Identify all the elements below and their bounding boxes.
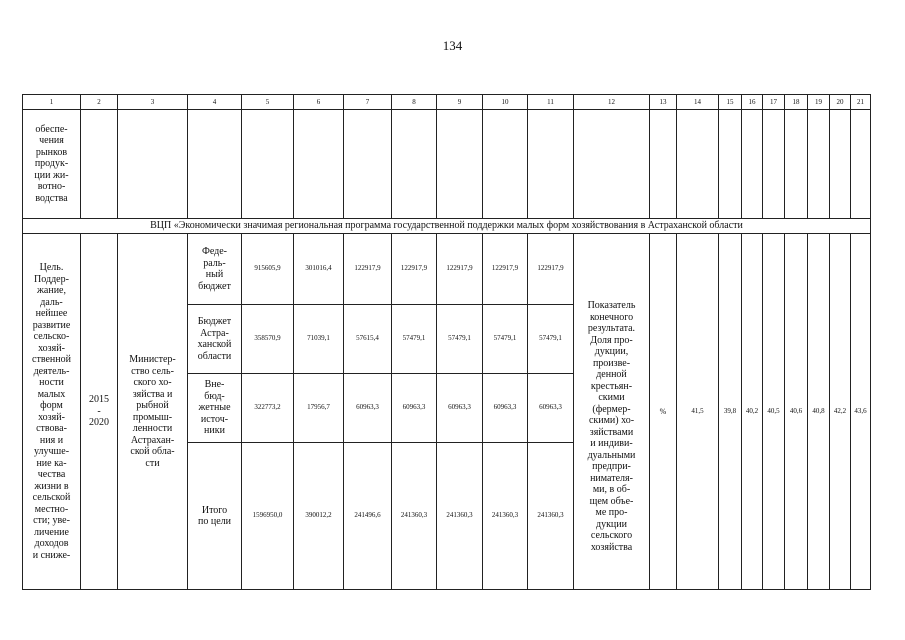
col-header: 1 [23, 95, 81, 110]
page-number: 134 [442, 38, 463, 53]
indicator-value: 40,2 [742, 234, 763, 590]
indicator-value: 39,8 [719, 234, 742, 590]
period: 2015 - 2020 [81, 234, 118, 590]
col-header: 7 [344, 95, 392, 110]
funding-value: 60963,3 [437, 374, 483, 443]
funding-value: 122917,9 [483, 234, 528, 305]
funding-value: 60963,3 [392, 374, 437, 443]
indicator-value: 42,2 [830, 234, 851, 590]
col-header: 18 [785, 95, 808, 110]
funding-value: 57479,1 [392, 305, 437, 374]
unit: % [650, 234, 677, 590]
col-header: 8 [392, 95, 437, 110]
funding-value: 358570,9 [242, 305, 294, 374]
col-header: 13 [650, 95, 677, 110]
col-header: 6 [294, 95, 344, 110]
funding-value: 60963,3 [483, 374, 528, 443]
col-header: 14 [677, 95, 719, 110]
funding-value: 60963,3 [344, 374, 392, 443]
col-header: 9 [437, 95, 483, 110]
funding-value: 241496,6 [344, 443, 392, 590]
program-title: ВЦП «Экономически значимая региональная программа государственной поддержки малых форм хозяйствования в Астраханской области [23, 219, 871, 234]
col-header: 4 [188, 95, 242, 110]
continuation-text: обеспе- чения рынков продук- ции жи- вотно- водства [23, 110, 81, 219]
col-header: 17 [763, 95, 785, 110]
col-header: 19 [808, 95, 830, 110]
funding-source: Бюджет Астра- ханской области [188, 305, 242, 374]
indicator-text: Показатель конечного результата. Доля про- дукции, произве- денной крестьян- скими (фермер- скими) хо- зяйствами и индиви- дуальными предпри- нимателя- ми, в об- щем объе- ме про- дукции сельского хозяйства [574, 234, 650, 590]
funding-value: 57615,4 [344, 305, 392, 374]
program-table [22, 94, 871, 590]
col-header: 11 [528, 95, 574, 110]
col-header: 21 [851, 95, 871, 110]
program-title-row [23, 219, 871, 234]
executor: Министер- ство сель- ского хо- зяйства и рыбной промыш- ленности Астрахан- ской обла- сти [118, 234, 188, 590]
funding-value: 122917,9 [344, 234, 392, 305]
funding-source: Итого по цели [188, 443, 242, 590]
funding-value: 57479,1 [437, 305, 483, 374]
funding-value: 390012,2 [294, 443, 344, 590]
funding-value: 915605,9 [242, 234, 294, 305]
indicator-value: 40,6 [785, 234, 808, 590]
funding-value: 17956,7 [294, 374, 344, 443]
funding-value: 301016,4 [294, 234, 344, 305]
funding-source: Вне- бюд- жетные источ- ники [188, 374, 242, 443]
col-header: 12 [574, 95, 650, 110]
funding-source: Феде- раль- ный бюджет [188, 234, 242, 305]
col-header: 16 [742, 95, 763, 110]
funding-value: 57479,1 [528, 305, 574, 374]
indicator-value: 40,8 [808, 234, 830, 590]
col-header: 10 [483, 95, 528, 110]
goal-text: Цель. Поддер- жание, даль- нейшее развитие сельско- хозяй- ственной деятель- ности малых форм хозяй- ствова- ния и улучше- ние ка- чества жизни в сельской местно- сти; уве- личение доходов и сниже- [23, 234, 81, 590]
col-header: 5 [242, 95, 294, 110]
col-header: 15 [719, 95, 742, 110]
header-row [23, 95, 871, 110]
col-header: 2 [81, 95, 118, 110]
funding-value: 122917,9 [437, 234, 483, 305]
indicator-value: 41,5 [677, 234, 719, 590]
funding-value: 241360,3 [392, 443, 437, 590]
indicator-value: 43,6 [851, 234, 871, 590]
funding-value: 241360,3 [437, 443, 483, 590]
funding-value: 1596950,0 [242, 443, 294, 590]
funding-value: 57479,1 [483, 305, 528, 374]
col-header: 3 [118, 95, 188, 110]
funding-value: 322773,2 [242, 374, 294, 443]
indicator-value: 40,5 [763, 234, 785, 590]
funding-value: 71039,1 [294, 305, 344, 374]
funding-value: 241360,3 [483, 443, 528, 590]
funding-value: 122917,9 [392, 234, 437, 305]
col-header: 20 [830, 95, 851, 110]
funding-value: 122917,9 [528, 234, 574, 305]
continuation-row [23, 110, 871, 219]
funding-row [23, 234, 871, 305]
funding-value: 241360,3 [528, 443, 574, 590]
funding-value: 60963,3 [528, 374, 574, 443]
